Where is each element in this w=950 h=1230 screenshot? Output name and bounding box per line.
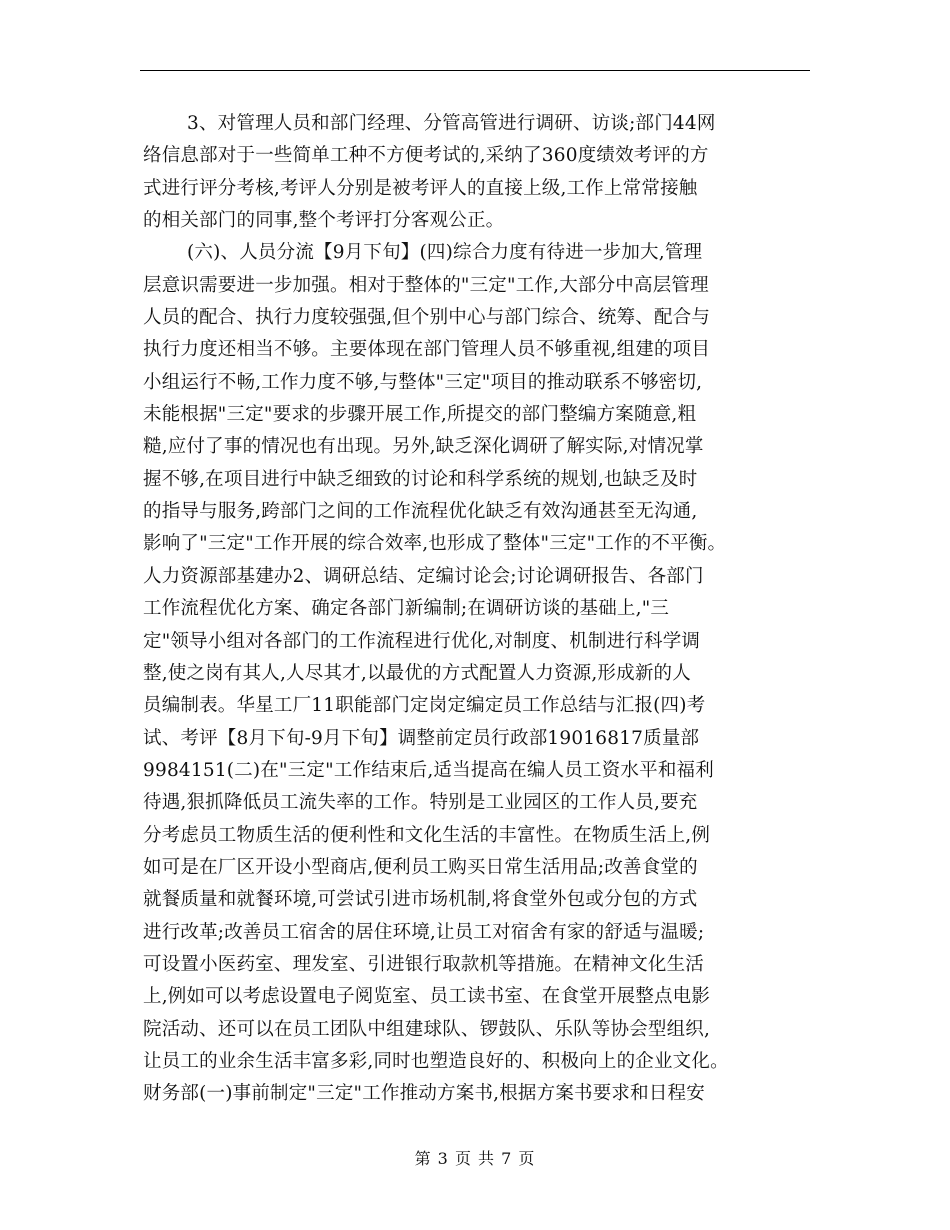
text-line: 就餐质量和就餐环境,可尝试引进市场机制,将食堂外包或分包的方式: [143, 889, 698, 911]
header-rule: [140, 70, 810, 71]
text-line: 整,使之岗有其人,人尽其才,以最优的方式配置人力资源,形成新的人: [143, 662, 691, 684]
text-line: 的指导与服务,跨部门之间的工作流程优化缺乏有效沟通甚至无沟通,: [143, 501, 698, 523]
text-line: 分考虑员工物质生活的便利性和文化生活的丰富性。在物质生活上,例: [143, 824, 711, 846]
text-line: 3、对管理人员和部门经理、分管高管进行调研、访谈;部门44网: [187, 113, 716, 134]
text-line: 9984151(二)在"三定"工作结束后,适当提高在编人员工资水平和福利: [143, 759, 714, 781]
text-line: 络信息部对于一些简单工种不方便考试的,采纳了360度绩效考评的方: [143, 145, 709, 167]
text-line: 层意识需要进一步加强。相对于整体的"三定"工作,大部分中高层管理: [143, 274, 709, 296]
text-line: 如可是在厂区开设小型商店,便利员工购买日常生活用品;改善食堂的: [143, 856, 698, 878]
body-text: [143, 108, 823, 1111]
text-line: 员编制表。华星工厂11职能部门定岗定编定员工作总结与汇报(四)考: [143, 695, 706, 717]
text-line: 待遇,狠抓降低员工流失率的工作。特别是工业园区的工作人员,要充: [143, 792, 698, 814]
text-line: 糙,应付了事的情况也有出现。另外,缺乏深化调研了解实际,对情况掌: [143, 436, 704, 458]
text-line: 小组运行不畅,工作力度不够,与整体"三定"项目的推动联系不够密切,: [143, 371, 703, 393]
text-line: 定"领导小组对各部门的工作流程进行优化,对制度、机制进行科学调: [143, 630, 701, 652]
text-line: 执行力度还相当不够。主要体现在部门管理人员不够重视,组建的项目: [143, 339, 711, 361]
page-number-footer: 第 3 页 共 7 页: [414, 1149, 536, 1168]
text-line: 财务部(一)事前制定"三定"工作推动方案书,根据方案书要求和日程安: [143, 1083, 705, 1105]
text-line: 院活动、还可以在员工团队中组建球队、锣鼓队、乐队等协会型组织,: [143, 1018, 711, 1040]
text-line: 工作流程优化方案、确定各部门新编制;在调研访谈的基础上,"三: [143, 598, 670, 620]
text-line: 试、考评【8月下旬-9月下旬】调整前定员行政部19016817质量部: [143, 727, 700, 749]
text-line: 上,例如可以考虑设置电子阅览室、员工读书室、在食堂开展整点电影: [143, 986, 711, 1008]
text-line: 人员的配合、执行力度较强强,但个别中心与部门综合、统筹、配合与: [143, 307, 711, 329]
text-line: 可设置小医药室、理发室、引进银行取款机等措施。在精神文化生活: [143, 953, 705, 975]
text-line: 影响了"三定"工作开展的综合效率,也形成了整体"三定"工作的不平衡。: [143, 533, 727, 555]
text-line: 进行改革;改善员工宿舍的居住环境,让员工对宿舍有家的舒适与温暖;: [143, 921, 705, 943]
text-line: 未能根据"三定"要求的步骤开展工作,所提交的部门整编方案随意,粗: [143, 404, 697, 426]
text-line: 的相关部门的同事,整个考评打分客观公正。: [143, 210, 505, 232]
text-line: 握不够,在项目进行中缺乏细致的讨论和科学系统的规划,也缺乏及时: [143, 468, 698, 490]
text-line: 人力资源部基建办2、调研总结、定编讨论会;讨论调研报告、各部门: [143, 565, 704, 587]
text-line: 式进行评分考核,考评人分别是被考评人的直接上级,工作上常常接触: [143, 177, 698, 199]
text-line: (六)、人员分流【9月下旬】(四)综合力度有待进一步加大,管理: [187, 242, 703, 264]
text-line: 让员工的业余生活丰富多彩,同时也塑造良好的、积极向上的企业文化。: [143, 1050, 729, 1072]
